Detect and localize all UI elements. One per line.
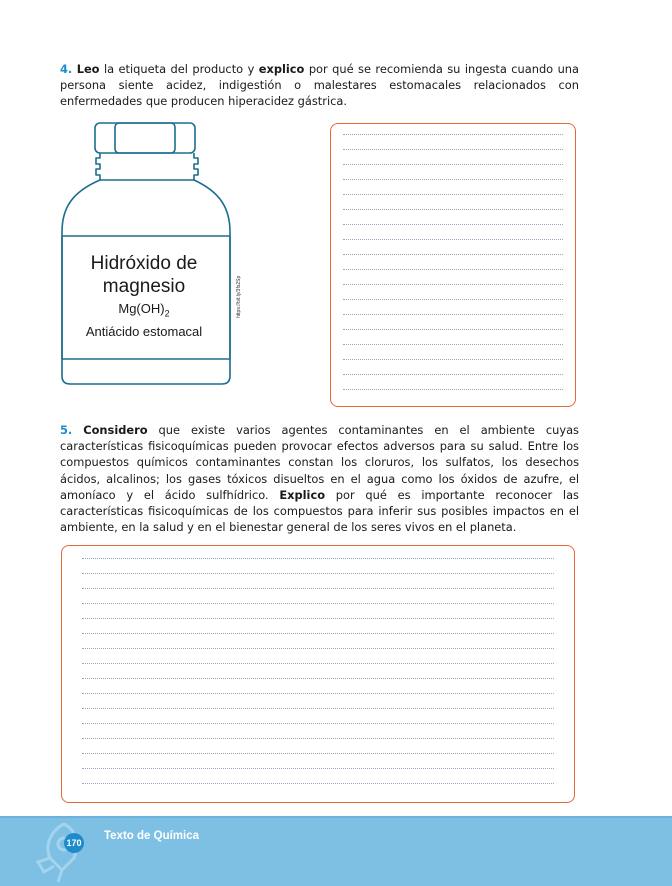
writing-line <box>343 359 563 360</box>
question-5-text-part2: por qué es importante reconocer las características fisicoquímicas de los compuestos para inferir sus posibles impactos en el ambiente, en la salud y en el bienestar general de los seres vivos en el planeta. <box>60 487 579 535</box>
writing-line <box>82 708 554 709</box>
question-5-verb-consider: Considero <box>83 423 148 437</box>
writing-line <box>82 633 554 634</box>
answer-box-question-4[interactable] <box>330 123 576 407</box>
writing-line <box>82 768 554 769</box>
writing-line <box>343 239 563 240</box>
formula-subscript: 2 <box>164 308 170 319</box>
question-4-number: 4. <box>60 62 73 76</box>
question-5-number: 5. <box>60 423 73 437</box>
writing-line <box>82 678 554 679</box>
writing-line <box>343 329 563 330</box>
writing-line <box>343 314 563 315</box>
product-description: Antiácido estomacal <box>85 323 203 339</box>
writing-line <box>82 723 554 724</box>
page-footer <box>0 816 672 886</box>
chemical-formula <box>68 300 220 323</box>
question-4-text <box>60 61 579 110</box>
writing-line <box>343 179 563 180</box>
writing-line <box>82 603 554 604</box>
writing-line <box>343 344 563 345</box>
writing-line <box>343 194 563 195</box>
question-4-text-part2: por qué se recomienda su ingesta cuando una persona siente acidez, indigestión o malestares estomacales relacionados con enfermedades que producen hiperacidez gástrica. <box>60 62 579 109</box>
writing-line <box>82 588 554 589</box>
bottle-label <box>68 252 220 340</box>
writing-line <box>343 269 563 270</box>
writing-line <box>82 783 554 784</box>
writing-line <box>343 389 563 390</box>
rocket-watermark-icon <box>24 816 94 886</box>
writing-line <box>82 618 554 619</box>
writing-line <box>82 753 554 754</box>
writing-line <box>82 693 554 694</box>
writing-line <box>343 254 563 255</box>
writing-line <box>82 558 554 559</box>
writing-line <box>343 374 563 375</box>
writing-line <box>343 209 563 210</box>
writing-line <box>82 663 554 664</box>
formula-main: Mg(OH) <box>118 301 165 316</box>
writing-line <box>343 164 563 165</box>
product-name-line1: Hidróxido de <box>90 253 198 274</box>
writing-line <box>82 573 554 574</box>
question-4-verb-explain: explico <box>258 62 305 76</box>
writing-line <box>343 134 563 135</box>
question-5-verb-explain: Explico <box>279 487 326 502</box>
question-4-text-part1: la etiqueta del producto y <box>99 62 259 76</box>
product-name-line2: magnesio <box>102 276 186 297</box>
page-number: 170 <box>64 833 84 853</box>
writing-line <box>343 224 563 225</box>
source-url: https://bit.ly/3fs2Sp <box>236 275 242 318</box>
writing-line <box>82 738 554 739</box>
question-4-verb-read: Leo <box>76 62 100 76</box>
writing-line <box>82 648 554 649</box>
book-title: Texto de Química <box>104 830 200 842</box>
question-5-text-part1: que existe varios agentes contaminantes en el ambiente cuyas características fisicoquímicas pueden provocar efectos adversos para su salud. Entre los compuestos químicos contaminantes constan los cloruros, los sulfatos, los desechos ácidos, alcalinos; los gases tóxicos disueltos en el agua como los óxidos de azufre, el amoníaco y el ácido sulfhídrico. <box>60 423 579 502</box>
writing-line <box>343 284 563 285</box>
question-5-text <box>60 422 579 535</box>
writing-line <box>343 149 563 150</box>
writing-line <box>343 299 563 300</box>
answer-box-question-5[interactable] <box>61 545 575 803</box>
